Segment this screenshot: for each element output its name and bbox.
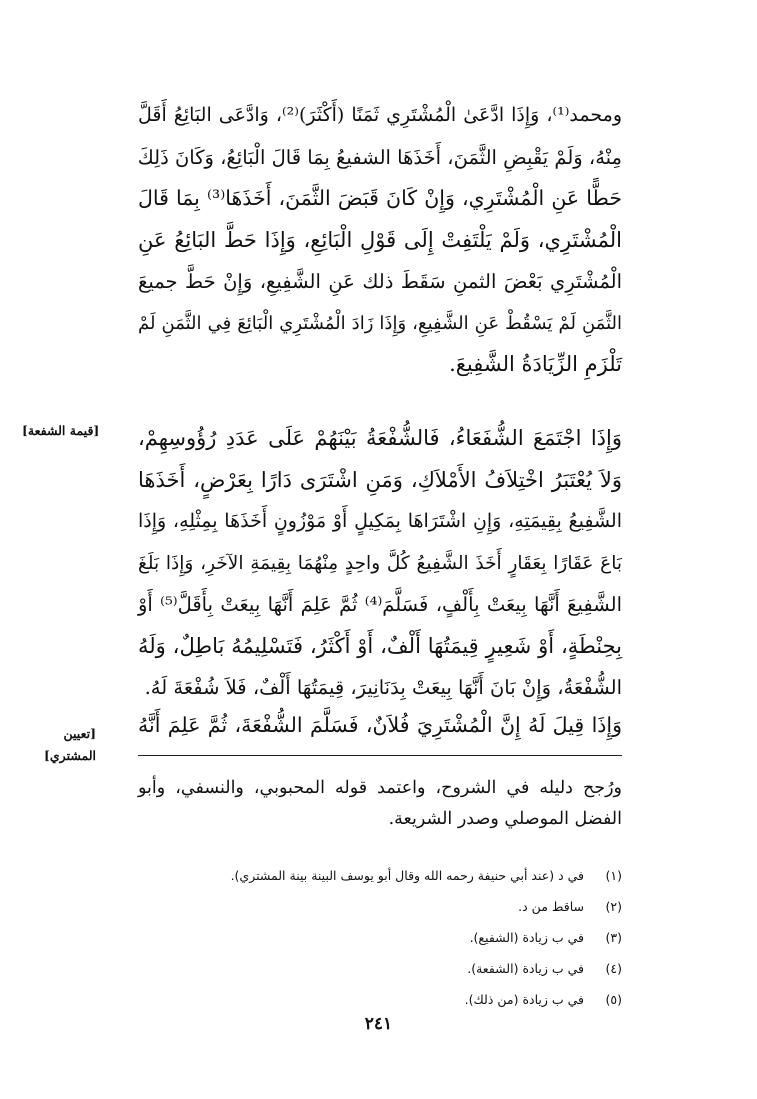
text-line: وَإِذَا قِيلَ لَهُ إِنَّ الْمُشْتَرِيَ فُلاَنٌ، فَسَلَّمَ الشُّفْعَةَ، ثُمَّ عَلِمَ أَنَّهُ — [138, 713, 622, 737]
paragraph-2 — [138, 418, 622, 709]
text-line: الشَّفِيعُ بِقِيمَتِهِ، وَإِنِ اشْتَرَاهَا بِمَكِيلٍ أَوْ مَوْزُونٍ أَخَذَهَا بِمِثْلِهِ، وَإِذَا — [138, 510, 622, 532]
text-line: حَطًّا عَنِ الْمُشْتَرِي، وَإِنْ كَانَ قَبَضَ الثَّمَنَ، أَخَذَهَا⁽³⁾ بِمَا قَالَ — [138, 186, 622, 210]
divider-rule — [138, 755, 622, 756]
text-line: الشُّفْعَةُ، وَإِنْ بَانَ أَنَّهَا بِيعَتْ بِدَنَانِيرَ، قِيمَتُهَا أَلْفٌ، فَلاَ شُفْعَةَ لَهُ. — [144, 676, 622, 699]
footnote-text: في د (عند أبي حنيفة رحمه الله وقال أبو يوسف البينة بينة المشتري). — [230, 868, 584, 883]
text-line: بِحِنْطَةٍ، أَوْ شَعِيرٍ قِيمَتُهَا أَلْفٌ، أَوْ أَكْثَرُ، فَتَسْلِيمُهُ بَاطِلٌ، وَلَهُ — [138, 633, 622, 658]
paragraph-1 — [138, 95, 622, 386]
footnote-number: (٤) — [605, 961, 622, 976]
text-line: بَاعَ عَقَارًا بِعَقَارٍ أَخَذَ الشَّفِيعُ كُلَّ واحِدٍ مِنْهُمَا بِقِيمَةِ الآخَرِ، وَإِذَا بَلَغَ — [138, 552, 622, 574]
paragraph-3 — [138, 705, 622, 747]
margin-note-buyer-identity — [20, 723, 96, 767]
page-number: ٢٤١ — [364, 1014, 393, 1034]
text-line: وَلاَ يُعْتَبَرُ اخْتِلاَفُ الأَمْلاَكِ، وَمَنِ اشْتَرَى دَارًا بِعَرْضٍ، أَخَذَهَا — [138, 467, 622, 492]
footnote-number: (١) — [605, 868, 622, 883]
footnote-text: في ب زيادة (الشفعة). — [467, 961, 584, 976]
margin-note-line: [تعيين — [63, 726, 96, 741]
text-line: مِنْهُ، وَلَمْ يَقْبِضِ الثَّمَنَ، أَخَذَهَا الشفيعُ بِمَا قَالَ الْبَائِعُ، وَكَانَ ذَلِكَ — [137, 145, 622, 169]
commentary-block — [138, 773, 622, 835]
footnote-text: في ب زيادة (الشفيع). — [469, 930, 584, 945]
footnotes — [230, 860, 622, 1015]
text-line: تَلْزَمِ الزِّيَادَةُ الشَّفِيعَ. — [449, 352, 622, 376]
footnote-text: ساقط من د. — [518, 899, 584, 914]
footnote — [300, 984, 622, 1015]
footnote — [300, 953, 622, 984]
text-line: الْمُشْتَرِي، وَلَمْ يَلْتَفِتْ إِلَى قَوْلِ الْبَائِعِ، وَإِذَا حَطَّ البَائِعُ عَنِ — [138, 227, 622, 252]
text-line: ومحمد⁽¹⁾، وَإِذَا ادَّعَىٰ الْمُشْتَرِي ثَمَنًا (أَكْثَرَ)⁽²⁾، وَادَّعَى البَائِعُ أَقَلَّ — [138, 104, 623, 126]
text-line: الشَّفِيعَ أَنَّهَا بِيعَتْ بِأَلْفٍ، فَسَلَّمَ⁽⁴⁾ ثُمَّ عَلِمَ أَنَّهَا بِيعَتْ بِأَقَلَّ⁽⁵⁾ أَوْ — [138, 593, 623, 616]
margin-note-line: المشتري] — [43, 748, 96, 763]
footnote-number: (٢) — [605, 899, 622, 914]
text-line: الْمُشْتَرِي بَعْضَ الثمنِ سَقَطَ ذلك عَنِ الشَّفِيعِ، وَإِنْ حَطَّ جميعَ — [138, 270, 622, 293]
footnote — [300, 922, 622, 953]
commentary-line: الفضل الموصلي وصدر الشريعة. — [388, 809, 622, 829]
margin-note-shufa-value: [قيمة الشفعة] — [22, 423, 100, 438]
commentary-line: ورُجح دليله في الشروح، واعتمد قوله المحبوبي، والنسفي، وأبو — [138, 778, 622, 798]
footnote — [300, 891, 622, 922]
text-line: وَإِذَا اجْتَمَعَ الشُّفَعَاءُ، فَالشُّفْعَةُ بَيْنَهُمْ عَلَى عَدَدِ رُؤُوسِهِمْ، — [138, 426, 622, 450]
text-line: الثَّمَنِ لَمْ يَسْقُطْ عَنِ الشَّفِيعِ، وَإِذَا زَادَ الْمُشْتَرِي الْبَائِعَ فِي الثَّمَنِ لَمْ — [138, 312, 622, 334]
footnote-text: في ب زيادة (من ذلك). — [464, 992, 584, 1007]
footnote-number: (٣) — [605, 930, 622, 945]
footnote-number: (٥) — [605, 992, 622, 1007]
footnote — [230, 860, 622, 891]
